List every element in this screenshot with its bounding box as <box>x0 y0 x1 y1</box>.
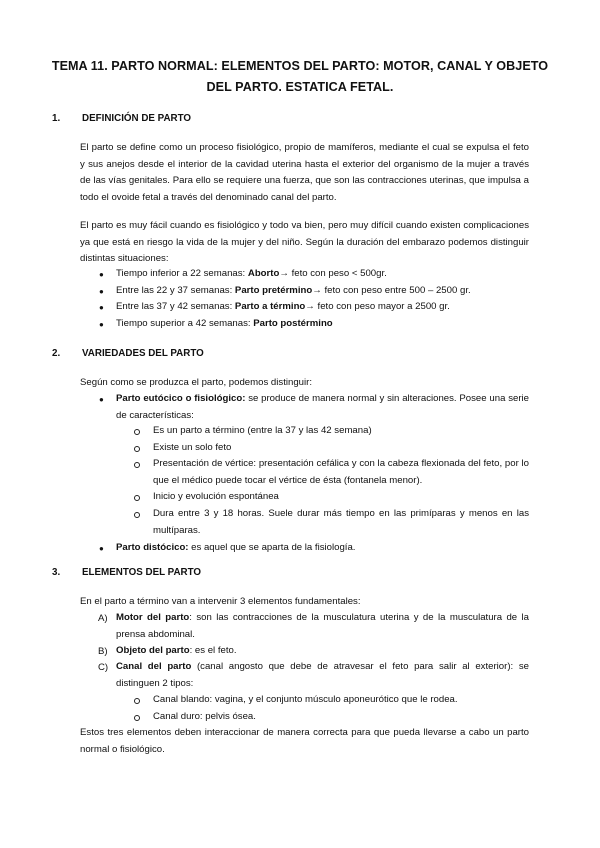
list-item: Dura entre 3 y 18 horas. Suele durar más tiempo en las primíparas y menos en las multíparas. <box>153 508 529 536</box>
list-item: Entre las 22 y 37 semanas: Parto pretérmino→ feto con peso entre 500 – 2500 gr. <box>116 285 471 296</box>
paragraph-closing: Estos tres elementos deben interaccionar de manera correcta para que pueda llevarse a cabo un parto normal o fisiológico. <box>80 727 529 755</box>
circle-bullet-icon <box>134 429 140 435</box>
bullet-dot-icon: ● <box>99 287 104 296</box>
bullet-dot-icon: ● <box>99 395 104 404</box>
list-letter: B) <box>98 646 108 657</box>
circle-bullet-icon <box>134 512 140 518</box>
list-item: Existe un solo feto <box>153 442 232 453</box>
list-letter: C) <box>98 662 109 673</box>
list-item: Presentación de vértice: presentación cefálica y con la cabeza flexionada del feto, por lo que el médico puede tocar el vértice de ésta (fontanela menor). <box>153 458 529 486</box>
paragraph-complications: El parto es muy fácil cuando es fisiológico y todo va bien, pero muy difícil cuando existen complicaciones ya que está en riesgo la vida de la mujer y del niño. Según la duración del embarazo podemos distinguir distintas situaciones: <box>80 220 529 265</box>
circle-bullet-icon <box>134 715 140 721</box>
list-item: Es un parto a término (entre la 37 y las 42 semana) <box>153 425 372 436</box>
bullet-dot-icon: ● <box>99 270 104 279</box>
bullet-dot-icon: ● <box>99 320 104 329</box>
list-item: Canal duro: pelvis ósea. <box>153 711 256 722</box>
list-item: Canal blando: vagina, y el conjunto músculo aponeurótico que le rodea. <box>153 694 458 705</box>
circle-bullet-icon <box>134 462 140 468</box>
paragraph-intro-elements: En el parto a término van a intervenir 3 elementos fundamentales: <box>80 596 361 607</box>
list-item: Inicio y evolución espontánea <box>153 491 279 502</box>
list-item: Tiempo inferior a 22 semanas: Aborto→ feto con peso < 500gr. <box>116 268 387 279</box>
section-number: 3. <box>52 567 61 578</box>
section-title: VARIEDADES DEL PARTO <box>82 348 204 359</box>
bullet-dot-icon: ● <box>99 303 104 312</box>
paragraph-intro-varieties: Según como se produzca el parto, podemos distinguir: <box>80 377 312 388</box>
list-item-distocico: Parto distócico: es aquel que se aparta de la fisiología. <box>116 542 356 553</box>
section-title: DEFINICIÓN DE PARTO <box>82 113 192 124</box>
section-number: 1. <box>52 113 61 124</box>
document-title: TEMA 11. PARTO NORMAL: ELEMENTOS DEL PARTO: MOTOR, CANAL Y OBJETO DEL PARTO. ESTATICA FETAL. <box>51 59 549 94</box>
section-number: 2. <box>52 348 61 359</box>
paragraph-definition: El parto se define como un proceso fisiológico, propio de mamíferos, mediante el cual se expulsa el feto y sus anejos desde el interior de la cavidad uterina hasta el exterior del organismo de la mujer a través de las vías genitales. Para ello se requiere una fuerza, que son las contracciones uterinas, que impulsa a todo el ovoide fetal a través del denominado canal del parto. <box>80 142 529 203</box>
list-item: Tiempo superior a 42 semanas: Parto postérmino <box>116 318 333 329</box>
list-letter: A) <box>98 613 108 624</box>
list-item-motor: Motor del parto: son las contracciones de la musculatura uterina y de la musculatura de la prensa abdominal. <box>116 612 530 640</box>
bullet-dot-icon: ● <box>99 544 104 553</box>
list-item-eutocico: Parto eutócico o fisiológico: se produce de manera normal y sin alteraciones. Posee una serie de características: <box>116 393 529 421</box>
circle-bullet-icon <box>134 446 140 452</box>
section-title: ELEMENTOS DEL PARTO <box>82 567 202 578</box>
list-item-canal: Canal del parto (canal angosto que debe de atravesar el feto para salir al exterior): se distinguen 2 tipos: <box>116 661 529 689</box>
list-item: Entre las 37 y 42 semanas: Parto a término→ feto con peso mayor a 2500 gr. <box>116 301 450 312</box>
circle-bullet-icon <box>134 698 140 704</box>
list-item-objeto: Objeto del parto: es el feto. <box>116 645 237 656</box>
circle-bullet-icon <box>134 495 140 501</box>
